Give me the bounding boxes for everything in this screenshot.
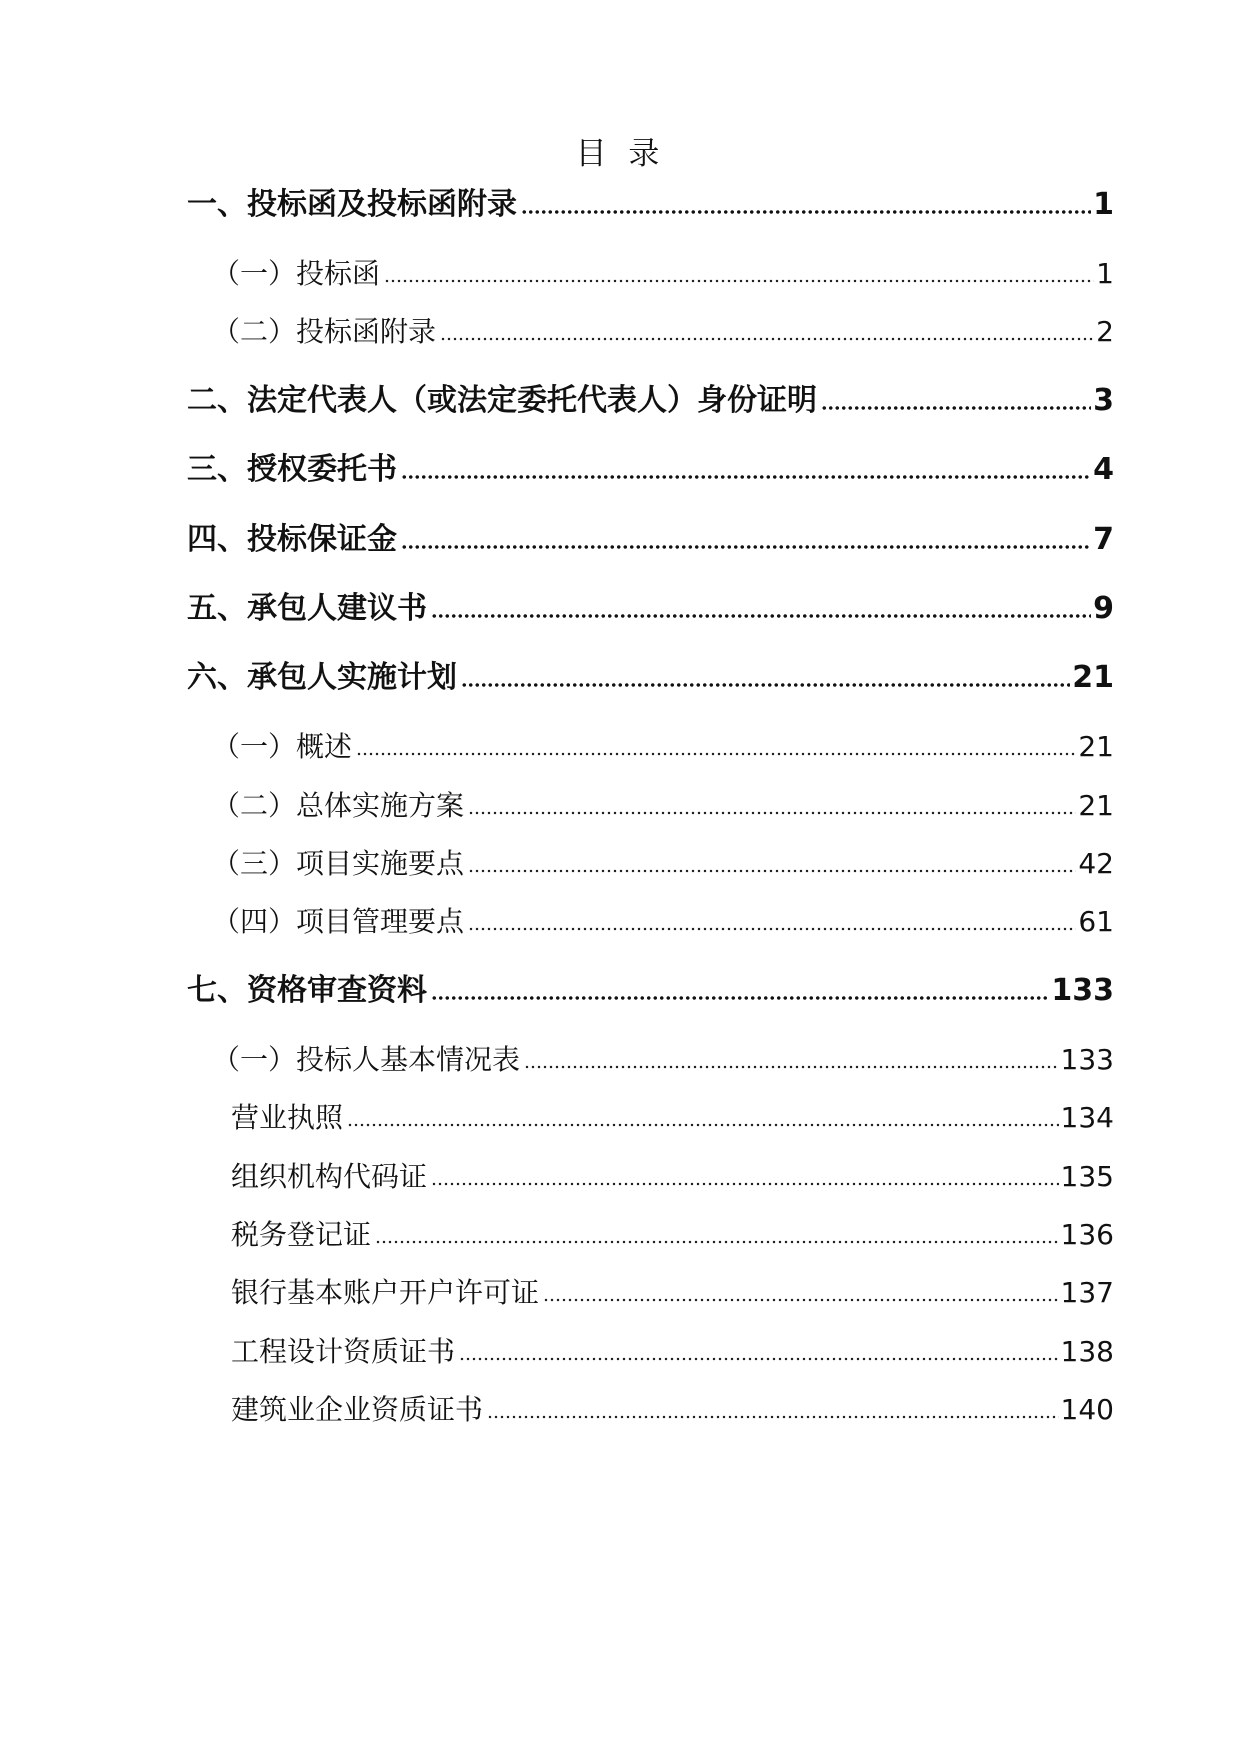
toc-entry[interactable] — [187, 449, 1114, 489]
toc-page-number: 4 — [1093, 452, 1114, 487]
toc-dot-leader — [461, 682, 1070, 688]
toc-title: 目 录 — [575, 136, 666, 172]
toc-entry-label: 三、授权委托书 — [187, 452, 397, 487]
toc-entry-label: 银行基本账户开户许可证 — [231, 1276, 540, 1309]
toc-entry-label: 六、承包人实施计划 — [187, 660, 457, 695]
toc-entry[interactable] — [212, 726, 1114, 766]
toc-page-number: 42 — [1078, 847, 1114, 880]
toc-dot-leader — [347, 1122, 1059, 1128]
toc-dot-leader — [440, 336, 1094, 342]
toc-dot-leader — [468, 868, 1076, 874]
toc-entry-label: （一）投标函 — [212, 257, 381, 290]
toc-entry-label: 五、承包人建议书 — [187, 591, 427, 626]
toc-dot-leader — [431, 995, 1049, 1001]
toc-page-number: 9 — [1093, 591, 1114, 626]
toc-page-number: 21 — [1072, 660, 1114, 695]
toc-entry-label: 一、投标函及投标函附录 — [187, 187, 517, 222]
toc-dot-leader — [543, 1297, 1059, 1303]
toc-page-number: 1 — [1096, 257, 1114, 290]
toc-entry-label: 建筑业企业资质证书 — [231, 1393, 484, 1426]
toc-page-number: 61 — [1078, 905, 1114, 938]
toc-dot-leader — [468, 810, 1076, 816]
toc-entry-label: （四）项目管理要点 — [212, 905, 465, 938]
toc-entry[interactable] — [231, 1097, 1114, 1137]
toc-entry-label: 组织机构代码证 — [231, 1160, 428, 1193]
toc-page-number: 3 — [1093, 383, 1114, 418]
toc-entry[interactable] — [187, 519, 1114, 559]
toc-entry[interactable] — [212, 1039, 1114, 1079]
toc-dot-leader — [468, 926, 1076, 932]
toc-page-number: 133 — [1060, 1043, 1114, 1076]
toc-dot-leader — [487, 1414, 1059, 1420]
toc-entry[interactable] — [231, 1156, 1114, 1196]
toc-entry[interactable] — [231, 1214, 1114, 1254]
toc-page-number: 140 — [1060, 1393, 1114, 1426]
toc-entry[interactable] — [187, 184, 1114, 224]
toc-dot-leader — [459, 1356, 1059, 1362]
toc-entry[interactable] — [212, 311, 1114, 351]
toc-page-number: 21 — [1078, 789, 1114, 822]
toc-dot-leader — [375, 1239, 1059, 1245]
toc-entry-label: 营业执照 — [231, 1101, 344, 1134]
toc-page-number: 1 — [1093, 187, 1114, 222]
toc-entry-label: （二）投标函附录 — [212, 315, 437, 348]
toc-entry[interactable] — [212, 901, 1114, 941]
toc-dot-leader — [384, 278, 1094, 284]
toc-entry-label: （二）总体实施方案 — [212, 789, 465, 822]
toc-entry[interactable] — [187, 657, 1114, 697]
toc-dot-leader — [431, 613, 1091, 619]
toc-entry-label: 二、法定代表人（或法定委托代表人）身份证明 — [187, 383, 817, 418]
toc-entry[interactable] — [187, 588, 1114, 628]
toc-page-number: 133 — [1051, 973, 1114, 1008]
toc-entry-label: 工程设计资质证书 — [231, 1335, 456, 1368]
toc-page-number: 137 — [1060, 1276, 1114, 1309]
toc-entry[interactable] — [231, 1272, 1114, 1312]
toc-entry-label: （三）项目实施要点 — [212, 847, 465, 880]
toc-dot-leader — [524, 1064, 1059, 1070]
toc-entry[interactable] — [187, 380, 1114, 420]
toc-page-number: 134 — [1060, 1101, 1114, 1134]
toc-entry[interactable] — [212, 253, 1114, 293]
toc-entry[interactable] — [212, 785, 1114, 825]
toc-page-number: 2 — [1096, 315, 1114, 348]
toc-dot-leader — [356, 751, 1076, 757]
toc-entry-label: 七、资格审查资料 — [187, 973, 427, 1008]
toc-entry[interactable] — [187, 970, 1114, 1010]
toc-dot-leader — [521, 209, 1091, 215]
toc-dot-leader — [401, 474, 1091, 480]
toc-entry[interactable] — [231, 1331, 1114, 1371]
toc-page-number: 136 — [1060, 1218, 1114, 1251]
toc-entry[interactable] — [231, 1389, 1114, 1429]
toc-page-number: 138 — [1060, 1335, 1114, 1368]
toc-dot-leader — [821, 405, 1091, 411]
toc-entry-label: （一）投标人基本情况表 — [212, 1043, 521, 1076]
toc-page-number: 7 — [1093, 522, 1114, 557]
toc-page-number: 135 — [1060, 1160, 1114, 1193]
toc-entry-label: 税务登记证 — [231, 1218, 372, 1251]
toc-dot-leader — [401, 544, 1091, 550]
toc-entry-label: （一）概述 — [212, 730, 353, 763]
toc-entry-label: 四、投标保证金 — [187, 522, 397, 557]
toc-entry[interactable] — [212, 843, 1114, 883]
toc-page-number: 21 — [1078, 730, 1114, 763]
toc-dot-leader — [431, 1181, 1059, 1187]
